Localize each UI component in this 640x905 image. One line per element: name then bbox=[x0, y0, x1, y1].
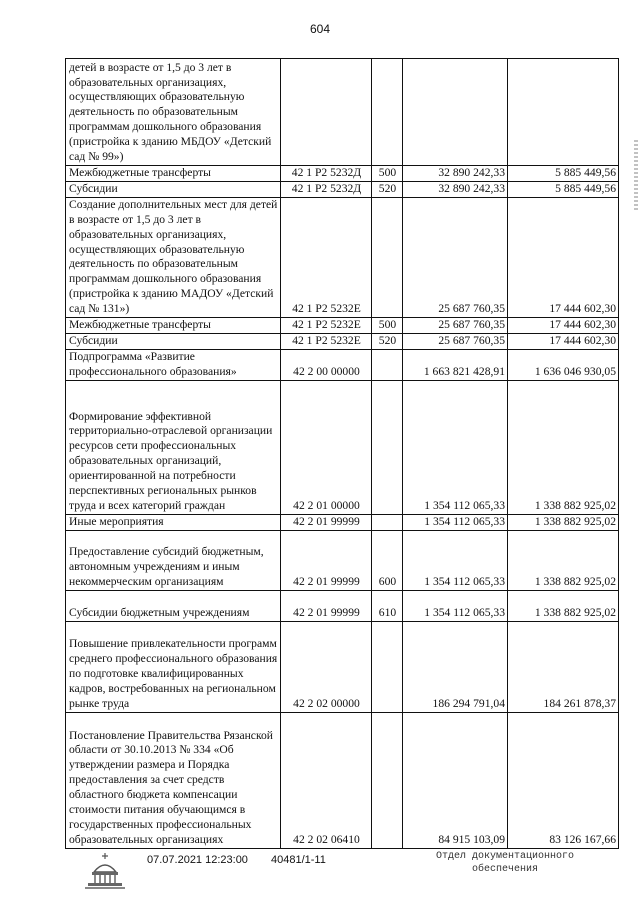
row-vr bbox=[372, 621, 403, 712]
row-vr bbox=[372, 712, 403, 848]
table-row bbox=[66, 380, 619, 514]
row-sum-2021: 25 687 760,35 bbox=[403, 333, 508, 349]
row-name: Постановление Правительства Рязанской области от 30.10.2013 № 334 «Об утверждении размера и Порядка предоставления за счет средств областного бюджета компенсации стоимости питания обучающимся в государственных профессиональных образовательных организациях bbox=[66, 712, 281, 848]
table-row bbox=[66, 530, 619, 590]
row-code: 42 2 01 99999 bbox=[281, 514, 372, 530]
row-sum-2021: 186 294 791,04 bbox=[403, 621, 508, 712]
row-sum-2021: 1 354 112 065,33 bbox=[403, 380, 508, 514]
row-code: 42 2 01 99999 bbox=[281, 530, 372, 590]
row-vr: 500 bbox=[372, 166, 403, 182]
row-vr: 520 bbox=[372, 333, 403, 349]
row-vr bbox=[372, 59, 403, 166]
department-stamp bbox=[420, 850, 590, 876]
row-name: Межбюджетные трансферты bbox=[66, 318, 281, 334]
row-sum-2021: 84 915 103,09 bbox=[403, 712, 508, 848]
row-sum-2021: 1 354 112 065,33 bbox=[403, 530, 508, 590]
row-vr: 610 bbox=[372, 590, 403, 621]
table-row bbox=[66, 621, 619, 712]
stamp-line-2: обеспечения bbox=[471, 864, 538, 875]
row-sum-2021: 25 687 760,35 bbox=[403, 318, 508, 334]
row-code: 42 2 02 06410 bbox=[281, 712, 372, 848]
row-code: 42 2 00 00000 bbox=[281, 349, 372, 380]
table-row bbox=[66, 197, 619, 317]
row-sum-2022 bbox=[508, 59, 619, 166]
row-sum-2022: 17 444 602,30 bbox=[508, 333, 619, 349]
row-sum-2022: 5 885 449,56 bbox=[508, 166, 619, 182]
table-row bbox=[66, 181, 619, 197]
page-number: 604 bbox=[309, 22, 331, 36]
row-code: 42 1 P2 5232Е bbox=[281, 318, 372, 334]
row-sum-2022: 1 338 882 925,02 bbox=[508, 380, 619, 514]
row-code: 42 1 P2 5232Д bbox=[281, 166, 372, 182]
row-sum-2021: 32 890 242,33 bbox=[403, 181, 508, 197]
document-number: 40481/1-11 bbox=[271, 854, 326, 866]
row-code: 42 2 01 99999 bbox=[281, 590, 372, 621]
row-name: Иные мероприятия bbox=[66, 514, 281, 530]
row-sum-2022: 1 338 882 925,02 bbox=[508, 530, 619, 590]
row-name: Субсидии бюджетным учреждениям bbox=[66, 590, 281, 621]
row-vr bbox=[372, 514, 403, 530]
row-sum-2021: 1 663 821 428,91 bbox=[403, 349, 508, 380]
row-name: Создание дополнительных мест для детей в возрасте от 1,5 до 3 лет в образовательных организациях, осуществляющих образовательную деятельность по образовательным программам дошкольного образования (пристройка к зданию МАДОУ «Детский сад № 131») bbox=[66, 197, 281, 317]
row-sum-2021 bbox=[403, 59, 508, 166]
row-sum-2022: 1 338 882 925,02 bbox=[508, 590, 619, 621]
page-footer bbox=[0, 848, 640, 898]
row-sum-2021: 1 354 112 065,33 bbox=[403, 514, 508, 530]
row-vr: 600 bbox=[372, 530, 403, 590]
table-row bbox=[66, 333, 619, 349]
row-sum-2021: 25 687 760,35 bbox=[403, 197, 508, 317]
budget-table bbox=[65, 58, 619, 849]
table-row bbox=[66, 318, 619, 334]
row-vr bbox=[372, 380, 403, 514]
row-sum-2021: 32 890 242,33 bbox=[403, 166, 508, 182]
scan-artifact bbox=[634, 140, 638, 210]
row-sum-2022: 17 444 602,30 bbox=[508, 318, 619, 334]
row-sum-2022: 83 126 167,66 bbox=[508, 712, 619, 848]
row-sum-2022: 17 444 602,30 bbox=[508, 197, 619, 317]
row-sum-2021: 1 354 112 065,33 bbox=[403, 590, 508, 621]
row-name: Формирование эффективной территориально-отраслевой организации ресурсов сети профессиональных образовательных организаций, ориентированной на потребности перспективных региональных рынков труда и всех категорий граждан bbox=[66, 380, 281, 514]
row-name: Субсидии bbox=[66, 333, 281, 349]
row-code: 42 1 P2 5232Д bbox=[281, 181, 372, 197]
row-sum-2022: 1 338 882 925,02 bbox=[508, 514, 619, 530]
table-row bbox=[66, 590, 619, 621]
row-vr bbox=[372, 349, 403, 380]
row-vr: 520 bbox=[372, 181, 403, 197]
row-name: Субсидии bbox=[66, 181, 281, 197]
row-vr bbox=[372, 197, 403, 317]
duma-emblem-icon bbox=[82, 850, 128, 892]
row-code: 42 1 P2 5232Е bbox=[281, 197, 372, 317]
row-name: Межбюджетные трансферты bbox=[66, 166, 281, 182]
row-vr: 500 bbox=[372, 318, 403, 334]
row-sum-2022: 184 261 878,37 bbox=[508, 621, 619, 712]
row-code: 42 2 01 00000 bbox=[281, 380, 372, 514]
table-row bbox=[66, 59, 619, 166]
row-name: Повышение привлекательности программ среднего профессионального образования по подготовке квалифицированных кадров, востребованных на региональном рынке труда bbox=[66, 621, 281, 712]
row-code: 42 1 P2 5232Е bbox=[281, 333, 372, 349]
table-row bbox=[66, 166, 619, 182]
table-row bbox=[66, 514, 619, 530]
row-name: Предоставление субсидий бюджетным, автономным учреждениям и иным некоммерческим организациям bbox=[66, 530, 281, 590]
print-datetime: 07.07.2021 12:23:00 bbox=[147, 854, 248, 866]
row-sum-2022: 1 636 046 930,05 bbox=[508, 349, 619, 380]
row-code: 42 2 02 00000 bbox=[281, 621, 372, 712]
row-name: Подпрограмма «Развитие профессионального образования» bbox=[66, 349, 281, 380]
stamp-line-1: Отдел документационного bbox=[435, 851, 575, 862]
table-row bbox=[66, 712, 619, 848]
table-row bbox=[66, 349, 619, 380]
row-code bbox=[281, 59, 372, 166]
row-name: детей в возрасте от 1,5 до 3 лет в образовательных организациях, осуществляющих образовательную деятельность по образовательным программам дошкольного образования (пристройка к зданию МБДОУ «Детский сад № 99») bbox=[66, 59, 281, 166]
row-sum-2022: 5 885 449,56 bbox=[508, 181, 619, 197]
